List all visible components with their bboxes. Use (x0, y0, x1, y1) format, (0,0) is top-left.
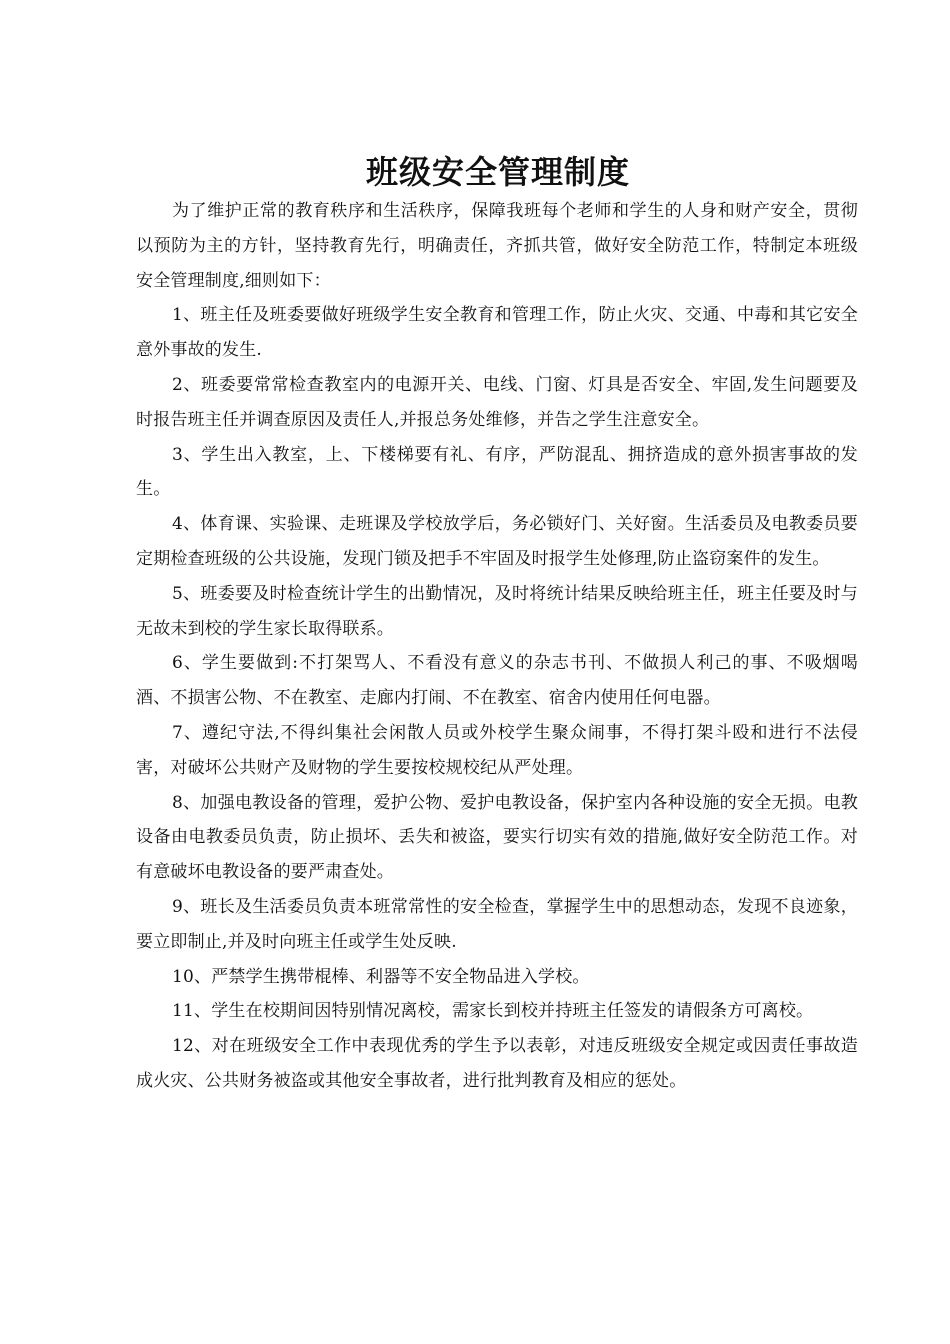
rule-paragraph-9: 9、班长及生活委员负责本班常常性的安全检查，掌握学生中的思想动态，发现不良迹象，要立即制止,并及时向班主任或学生处反映. (136, 896, 858, 952)
document-title: 班级安全管理制度 (365, 153, 630, 191)
rule-paragraph-5: 5、班委要及时检查统计学生的出勤情况，及时将统计结果反映给班主任，班主任要及时与无故未到校的学生家长取得联系。 (136, 583, 858, 639)
intro-paragraph: 为了维护正常的教育秩序和生活秩序，保障我班每个老师和学生的人身和财产安全，贯彻以预防为主的方针，坚持教育先行，明确责任，齐抓共管，做好安全防范工作，特制定本班级安全管理制度,细则如下： (136, 201, 858, 291)
rule-paragraph-11: 11、学生在校期间因特别情况离校，需家长到校并持班主任签发的请假条方可离校。 (172, 1001, 814, 1022)
rule-paragraph-1: 1、班主任及班委要做好班级学生安全教育和管理工作，防止火灾、交通、中毒和其它安全意外事故的发生. (136, 305, 858, 361)
rule-paragraph-3: 3、学生出入教室，上、下楼梯要有礼、有序，严防混乱、拥挤造成的意外损害事故的发生。 (136, 444, 858, 500)
rule-paragraph-4: 4、体育课、实验课、走班课及学校放学后，务必锁好门、关好窗。生活委员及电教委员要定期检查班级的公共设施，发现门锁及把手不牢固及时报学生处修理,防止盗窃案件的发生。 (136, 514, 858, 569)
document-body (136, 194, 858, 1099)
rule-paragraph-10: 10、严禁学生携带棍棒、利器等不安全物品进入学校。 (172, 966, 590, 987)
rule-paragraph-8: 8、加强电教设备的管理，爱护公物、爱护电教设备，保护室内各种设施的安全无损。电教设备由电教委员负责，防止损坏、丢失和被盗，要实行切实有效的措施,做好安全防范工作。对有意破坏电教设备的要严肃查处。 (136, 792, 858, 883)
rule-paragraph-6: 6、学生要做到:不打架骂人、不看没有意义的杂志书刊、不做损人利己的事、不吸烟喝酒、不损害公物、不在教室、走廊内打闹、不在教室、宿舍内使用任何电器。 (136, 653, 858, 709)
rule-paragraph-7: 7、遵纪守法,不得纠集社会闲散人员或外校学生聚众闹事，不得打架斗殴和进行不法侵害，对破坏公共财产及财物的学生要按校规校纪从严处理。 (136, 722, 858, 778)
rule-paragraph-12: 12、对在班级安全工作中表现优秀的学生予以表彰，对违反班级安全规定或因责任事故造成火灾、公共财务被盗或其他安全事故者，进行批判教育及相应的惩处。 (136, 1036, 858, 1091)
rule-paragraph-2: 2、班委要常常检查教室内的电源开关、电线、门窗、灯具是否安全、牢固,发生问题要及时报告班主任并调查原因及责任人,并报总务处维修，并告之学生注意安全。 (136, 374, 858, 430)
